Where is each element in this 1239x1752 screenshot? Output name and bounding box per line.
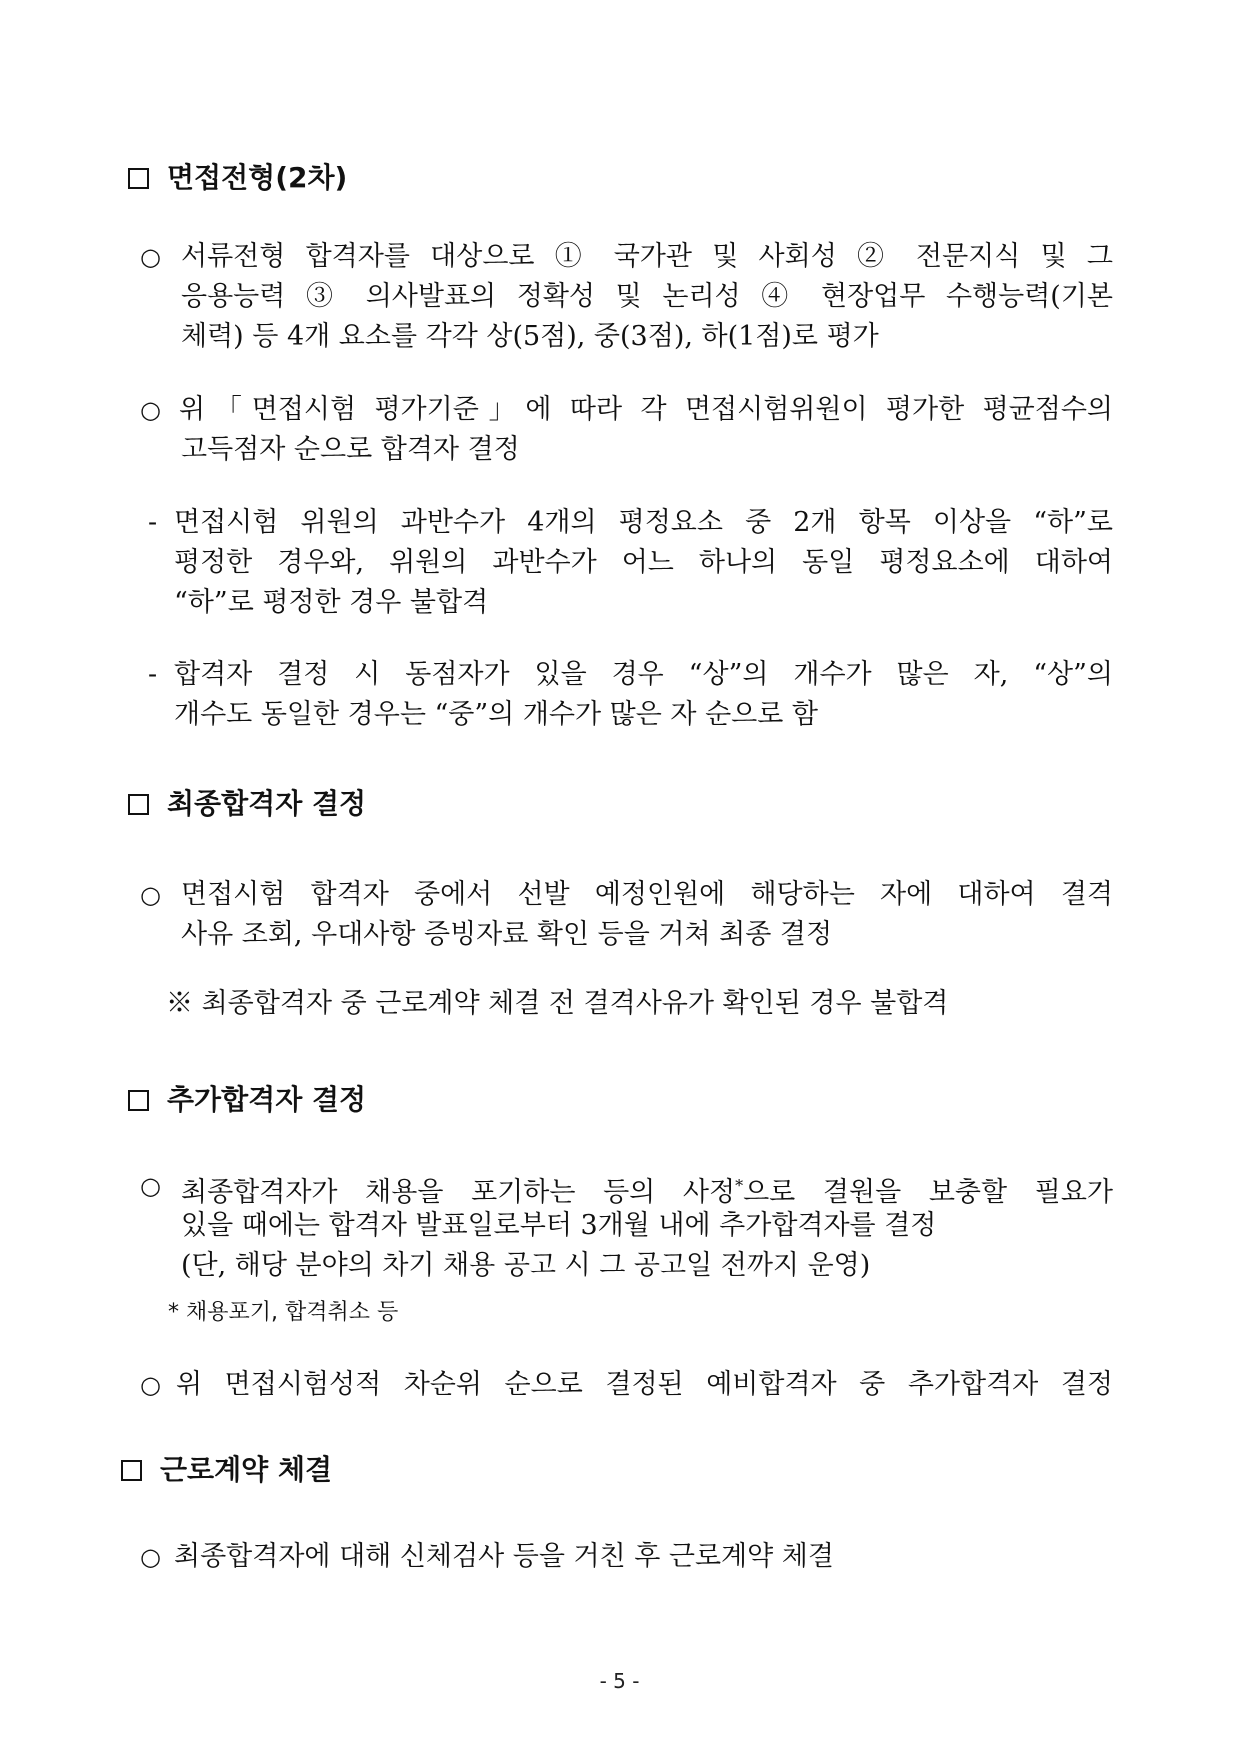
heading-text: 근로계약 체결	[160, 1453, 333, 1486]
checkbox-square-icon	[121, 1460, 142, 1481]
line-segment: 최종합격자가 채용을 포기하는 등의 사정	[181, 1177, 736, 1208]
section-heading-final-pass	[128, 784, 366, 824]
paragraph-line: 평정한 경우와, 위원의 과반수가 어느 하나의 동일 평정요소에 대하여	[174, 547, 1113, 578]
section-heading-interview	[128, 158, 347, 198]
line-segment: 으로 결원을 보충할 필요가	[743, 1177, 1113, 1208]
paragraph-line: 고득점자 순으로 합격자 결정	[181, 434, 520, 465]
paragraph-line: 있을 때에는 합격자 발표일로부터 3개월 내에 추가합격자를 결정	[181, 1210, 937, 1241]
circle-bullet-icon: ○	[140, 881, 161, 909]
page-number: - 5 -	[599, 1669, 640, 1693]
paragraph-line: 합격자 결정 시 동점자가 있을 경우 “상”의 개수가 많은 자, “상”의	[174, 659, 1113, 690]
paragraph-line: 서류전형 합격자를 대상으로 ① 국가관 및 사회성 ② 전문지식 및 그	[181, 241, 1113, 272]
footnote: * 채용포기, 합격취소 등	[168, 1300, 399, 1325]
checkbox-square-icon	[128, 1090, 149, 1111]
paragraph-line: 면접시험 위원의 과반수가 4개의 평정요소 중 2개 항목 이상을 “하”로	[174, 507, 1113, 538]
checkbox-square-icon	[128, 794, 149, 815]
circle-bullet-icon: ○	[140, 1172, 161, 1200]
checkbox-square-icon	[128, 168, 149, 189]
section-heading-employment-contract	[121, 1450, 332, 1490]
circle-bullet-icon: ○	[140, 1371, 161, 1399]
paragraph-line: 최종합격자에 대해 신체검사 등을 거친 후 근로계약 체결	[174, 1541, 834, 1572]
paragraph-line: “하”로 평정한 경우 불합격	[174, 587, 489, 618]
paragraph-line: 사유 조회, 우대사항 증빙자료 확인 등을 거쳐 최종 결정	[181, 919, 833, 950]
reference-note: ※ 최종합격자 중 근로계약 체결 전 결격사유가 확인된 경우 불합격	[166, 988, 949, 1019]
paragraph-line: 위「면접시험 평가기준」에 따라 각 면접시험위원이 평가한 평균점수의	[179, 394, 1113, 425]
heading-text: 추가합격자 결정	[167, 1083, 367, 1116]
paragraph-line: (단, 해당 분야의 차기 채용 공고 시 그 공고일 전까지 운영)	[181, 1250, 871, 1281]
section-heading-additional-pass	[128, 1080, 366, 1120]
heading-text: 면접전형(2차)	[167, 161, 348, 194]
paragraph-line: 면접시험 합격자 중에서 선발 예정인원에 해당하는 자에 대하여 결격	[181, 879, 1113, 910]
paragraph-line: 개수도 동일한 경우는 “중”의 개수가 많은 자 순으로 함	[174, 699, 818, 730]
heading-text: 최종합격자 결정	[167, 787, 367, 820]
circle-bullet-icon: ○	[140, 243, 161, 271]
paragraph-line: 체력) 등 4개 요소를 각각 상(5점), 중(3점), 하(1점)로 평가	[181, 321, 879, 352]
circle-bullet-icon: ○	[140, 1543, 161, 1571]
footnote-marker: *	[735, 1176, 744, 1195]
circle-bullet-icon: ○	[140, 396, 161, 424]
paragraph-line: 위 면접시험성적 차순위 순으로 결정된 예비합격자 중 추가합격자 결정	[176, 1369, 1113, 1400]
dash-marker: -	[148, 507, 158, 538]
paragraph-line: 응용능력 ③ 의사발표의 정확성 및 논리성 ④ 현장업무 수행능력(기본	[181, 281, 1113, 312]
dash-marker: -	[148, 659, 158, 690]
